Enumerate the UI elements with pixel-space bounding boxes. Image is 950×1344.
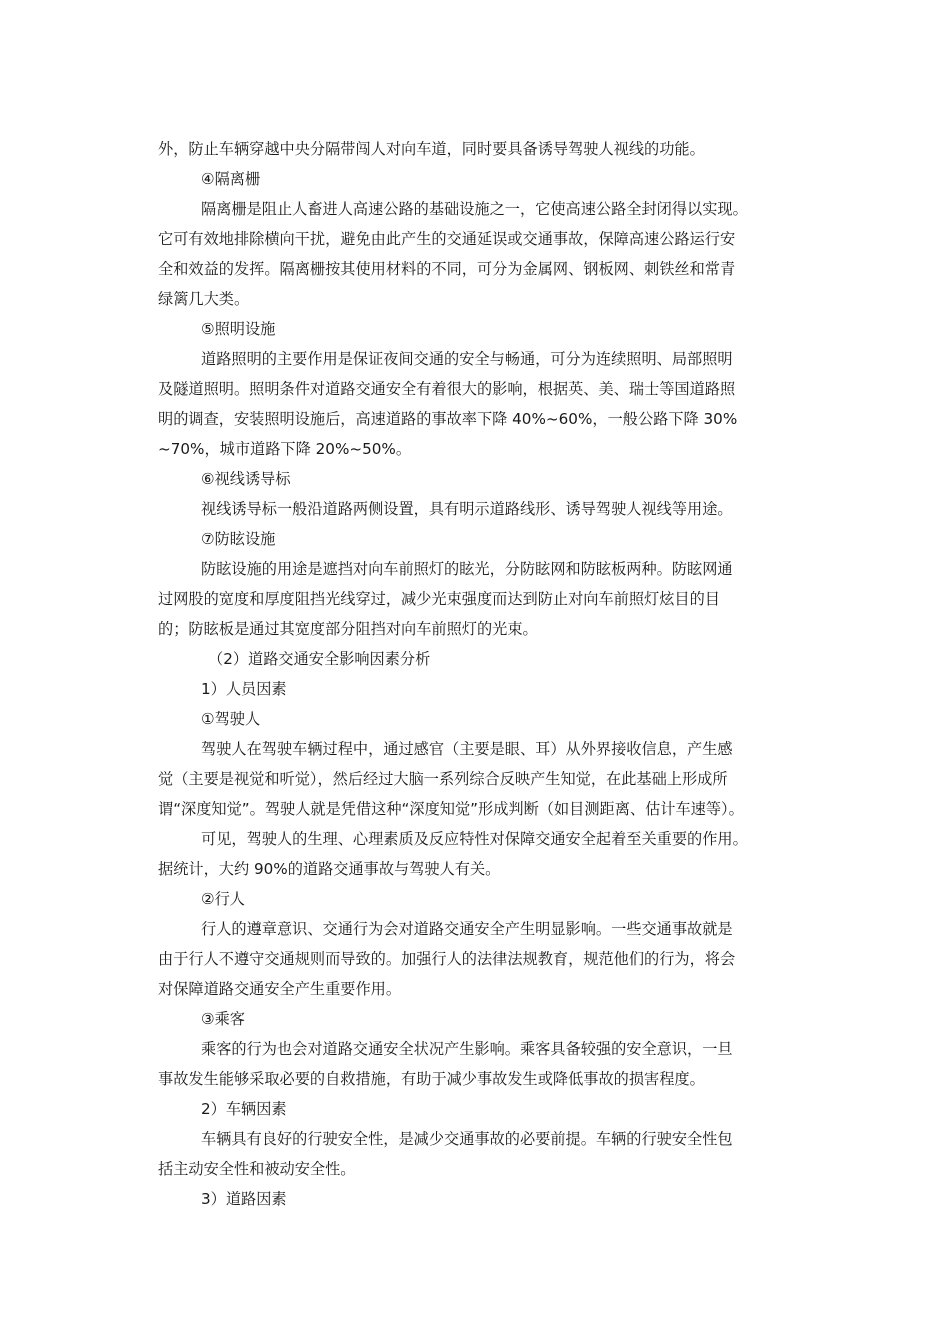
text-line: 车辆具有良好的行驶安全性，是减少交通事故的必要前提。车辆的行驶安全性包 [201,1130,733,1148]
text-line: ⑤照明设施 [201,320,276,338]
text-line: 驾驶人在驾驶车辆过程中，通过感官（主要是眼、耳）从外界接收信息，产生感 [201,740,733,758]
text-line: 3）道路因素 [201,1190,287,1208]
text-line: 谓“深度知觉”。驾驶人就是凭借这种“深度知觉”形成判断（如目测距离、估计车速等）。 [158,800,744,818]
text-line: 行人的遵章意识、交通行为会对道路交通安全产生明显影响。一些交通事故就是 [201,920,733,938]
text-line: 对保障道路交通安全产生重要作用。 [158,980,401,998]
text-line: 及隧道照明。照明条件对道路交通安全有着很大的影响，根据英、美、瑞士等国道路照 [158,380,736,398]
text-line: 据统计，大约 90%的道路交通事故与驾驶人有关。 [158,860,501,878]
text-line: 外，防止车辆穿越中央分隔带闯人对向车道，同时要具备诱导驾驶人视线的功能。 [158,140,705,158]
text-line: 绿篱几大类。 [158,290,250,308]
text-line: 乘客的行为也会对道路交通安全状况产生影响。乘客具备较强的安全意识，一旦 [201,1040,733,1058]
text-line: 觉（主要是视觉和听觉），然后经过大脑一系列综合反映产生知觉，在此基础上形成所 [158,770,728,788]
text-line: 明的调查，安装照明设施后，高速道路的事故率下降 40%~60%，一般公路下降 30% [158,410,738,428]
text-line: ⑥视线诱导标 [201,470,291,488]
text-line: 隔离栅是阻止人畜进人高速公路的基础设施之一，它使高速公路全封闭得以实现。 [201,200,748,218]
text-line: 防眩设施的用途是遮挡对向车前照灯的眩光，分防眩网和防眩板两种。防眩网通 [201,560,733,578]
text-line: 1）人员因素 [201,680,287,698]
text-line: 括主动安全性和被动安全性。 [158,1160,356,1178]
text-line: ③乘客 [201,1010,245,1028]
text-line: 2）车辆因素 [201,1100,287,1118]
text-line: ④隔离栅 [201,170,261,188]
text-line: ⑦防眩设施 [201,530,276,548]
text-line: 全和效益的发挥。隔离栅按其使用材料的不同，可分为金属网、钢板网、刺铁丝和常青 [158,260,736,278]
text-line: 事故发生能够采取必要的自救措施，有助于减少事故发生或降低事故的损害程度。 [158,1070,705,1088]
text-line: 过网股的宽度和厚度阻挡光线穿过，减少光束强度而达到防止对向车前照灯炫目的目 [158,590,720,608]
text-line: （2）道路交通安全影响因素分析 [208,650,431,668]
text-line: ②行人 [201,890,245,908]
text-line: 视线诱导标一般沿道路两侧设置，具有明示道路线形、诱导驾驶人视线等用途。 [201,500,733,518]
text-line: ①驾驶人 [201,710,261,728]
document-body [158,134,794,1214]
text-line: 可见，驾驶人的生理、心理素质及反应特性对保障交通安全起着至关重要的作用。 [201,830,748,848]
text-line: 由于行人不遵守交通规则而导致的。加强行人的法律法规教育，规范他们的行为，将会 [158,950,736,968]
text-line: 道路照明的主要作用是保证夜间交通的安全与畅通，可分为连续照明、局部照明 [201,350,733,368]
text-line: ~70%，城市道路下降 20%~50%。 [158,440,412,458]
text-line: 它可有效地排除横向干扰，避免由此产生的交通延误或交通事故，保障高速公路运行安 [158,230,736,248]
text-line: 的；防眩板是通过其宽度部分阻挡对向车前照灯的光束。 [158,620,538,638]
